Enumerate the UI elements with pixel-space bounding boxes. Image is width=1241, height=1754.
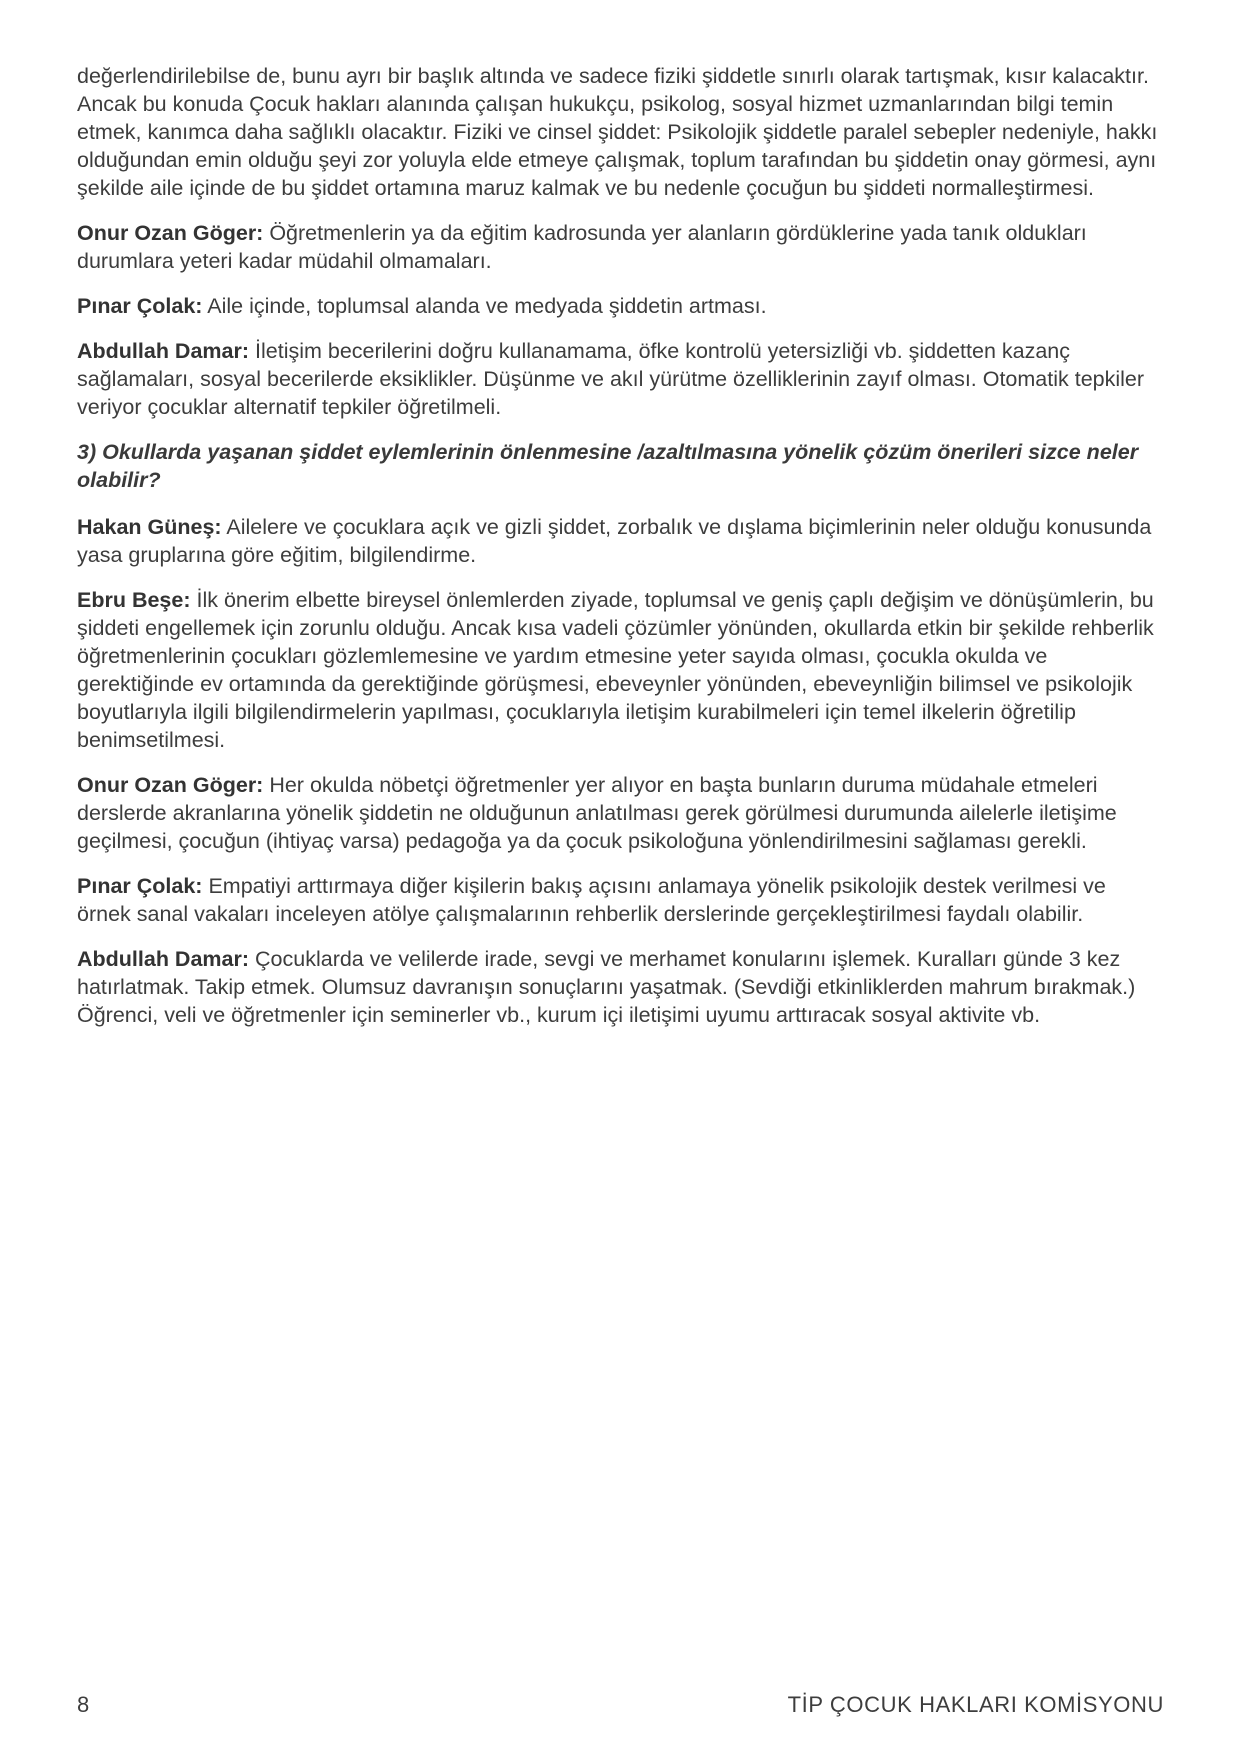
- speaker-paragraph: [77, 513, 1164, 569]
- speaker-paragraph: [77, 337, 1164, 421]
- continuation-paragraph: [77, 62, 1164, 202]
- speaker-name: Abdullah Damar:: [77, 947, 250, 971]
- paragraph-text: Çocuklarda ve velilerde irade, sevgi ve merhamet konularını işlemek. Kuralları günde 3 kez hatırlatmak. Takip etmek. Olumsuz davranışın sonuçlarını yaşatmak. (Sevdiği etkinliklerden mahrum bırakmak.) Öğrenci, veli ve öğretmenler için seminerler vb., kurum içi iletişimi uyumu arttıracak sosyal aktivite vb.: [77, 947, 1136, 1027]
- speaker-paragraph: [77, 586, 1164, 754]
- speaker-name: Onur Ozan Göger:: [77, 221, 264, 245]
- speaker-name: Pınar Çolak:: [77, 294, 203, 318]
- speaker-name: Hakan Güneş:: [77, 515, 222, 539]
- speaker-paragraph: [77, 872, 1164, 928]
- page-footer: [77, 1692, 1164, 1718]
- paragraph-text: Her okulda nöbetçi öğretmenler yer alıyor en başta bunların duruma müdahale etmeleri derslerde akranlarına yönelik şiddetin ne olduğunun anlatılması gerek görülmesi durumunda ailelerle iletişime geçilmesi, çocuğun (ihtiyaç varsa) pedagoğa ya da çocuk psikoloğuna yönlendirilmesini sağlaması gerekli.: [77, 773, 1117, 853]
- paragraph-text: İlk önerim elbette bireysel önlemlerden ziyade, toplumsal ve geniş çaplı değişim ve dönüşümlerin, bu şiddeti engellemek için zorunlu olduğu. Ancak kısa vadeli çözümler yönünden, okullarda etkin bir şekilde rehberlik öğretmenlerinin çocukları gözlemlemesine ve yardım etmesine yeter sayıda olması, çocukla okulda ve gerektiğinde ev ortamında da gerektiğinde görüşmesi, ebeveynler yönünden, ebeveynliğin bilimsel ve psikolojik boyutlarıyla ilgili bilgilendirmelerin yapılması, çocuklarıyla iletişim kurabilmeleri için temel ilkelerin öğretilip benimsetilmesi.: [77, 588, 1154, 752]
- section-question-heading: 3) Okullarda yaşanan şiddet eylemlerinin önlenmesine /azaltılmasına yönelik çözüm önerileri sizce neler olabilir?: [77, 440, 1139, 492]
- speaker-name: Pınar Çolak:: [77, 874, 203, 898]
- speaker-paragraph: [77, 945, 1164, 1029]
- page-number: 8: [77, 1692, 90, 1717]
- paragraph-text: İletişim becerilerini doğru kullanamama, öfke kontrolü yetersizliği vb. şiddetten kazanç sağlamaları, sosyal becerilerde eksiklikler. Düşünme ve akıl yürütme özelliklerinin zayıf olması. Otomatik tepkiler veriyor çocuklar alternatif tepkiler öğretilmeli.: [77, 339, 1145, 419]
- paragraph-text: Ailelere ve çocuklara açık ve gizli şiddet, zorbalık ve dışlama biçimlerinin neler olduğu konusunda yasa gruplarına göre eğitim, bilgilendirme.: [77, 515, 1152, 567]
- speaker-paragraph: [77, 771, 1164, 855]
- speaker-paragraph: [77, 292, 1164, 320]
- speaker-name: Abdullah Damar:: [77, 339, 250, 363]
- paragraph-text: Empatiyi arttırmaya diğer kişilerin bakış açısını anlamaya yönelik psikolojik destek verilmesi ve örnek sanal vakaları inceleyen atölye çalışmalarının rehberlik derslerinde gerçekleştirilmesi faydalı olabilir.: [77, 874, 1106, 926]
- page-content: [77, 62, 1164, 1029]
- paragraph-text: Öğretmenlerin ya da eğitim kadrosunda yer alanların gördüklerine yada tanık oldukları durumlara yeteri kadar müdahil olmamaları.: [77, 221, 1087, 273]
- speaker-name: Onur Ozan Göger:: [77, 773, 264, 797]
- paragraph-text: değerlendirilebilse de, bunu ayrı bir başlık altında ve sadece fiziki şiddetle sınırlı olarak tartışmak, kısır kalacaktır. Ancak bu konuda Çocuk hakları alanında çalışan hukukçu, psikolog, sosyal hizmet uzmanlarından bilgi temin etmek, kanımca daha sağlıklı olacaktır. Fiziki ve cinsel şiddet: Psikolojik şiddetle paralel sebepler nedeniyle, hakkı olduğundan emin olduğu şeyi zor yoluyla elde etmeye çalışmak, toplum tarafından bu şiddetin onay görmesi, aynı şekilde aile içinde de bu şiddet ortamına maruz kalmak ve bu nedenle çocuğun bu şiddeti normalleştirmesi.: [77, 64, 1158, 200]
- speaker-paragraph: [77, 219, 1164, 275]
- speaker-name: Ebru Beşe:: [77, 588, 191, 612]
- footer-title: TİP ÇOCUK HAKLARI KOMİSYONU: [787, 1692, 1164, 1717]
- paragraph-text: Aile içinde, toplumsal alanda ve medyada şiddetin artması.: [207, 294, 767, 318]
